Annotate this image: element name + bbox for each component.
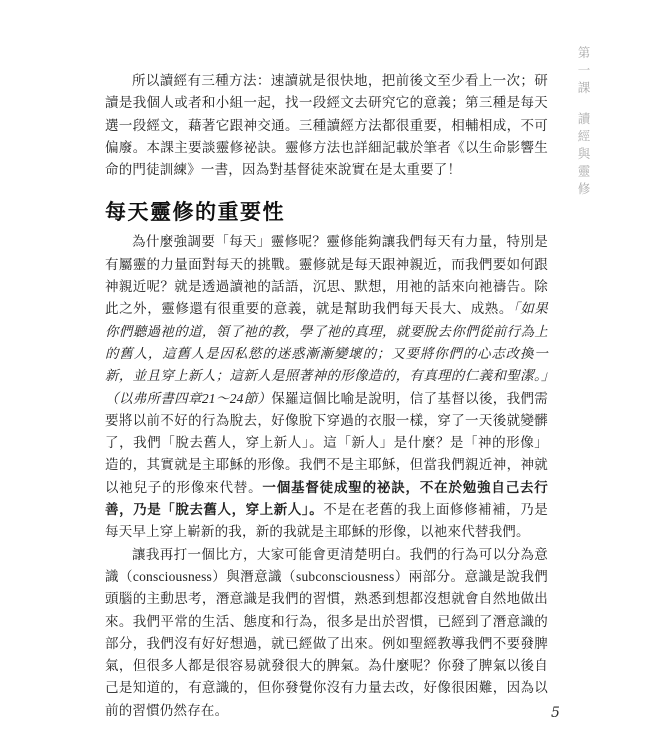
text-segment-bold: 一個基督徒成聖的祕訣，不在於勉強自己去行善，乃是「脫去舊人，穿上新人」。 <box>105 479 549 518</box>
page-content <box>105 70 548 722</box>
chapter-side-caption <box>574 46 592 199</box>
chapter-number-vertical: 第一課 <box>576 46 590 99</box>
text-segment-normal: 所以讀經有三種方法：速讀就是很快地，把前後文至少看上一次；研讀是我個人或者和小組一起，找一段經文去研究它的意義；第三種是每天選一段經文，藉著它跟神交通。三種讀經方法都很重要，相輔相成，不可偏廢。本課主要談靈修祕訣。靈修方法也詳細記載於筆者《以生命影響生命的門徒訓練》一書，因為對基督徒來說實在是太重要了！ <box>105 73 548 178</box>
text-segment-normal: 為什麼強調要「每天」靈修呢？靈修能夠讓我們每天有力量，特別是有屬靈的力量面對每天的挑戰。靈修就是每天跟神親近，而我們要如何跟神親近呢？就是透過讀祂的話語，沉思、默想，用祂的話來向祂禱告。除此之外，靈修還有很重要的意義，就是幫助我們每天長大、成熟。 <box>105 234 548 317</box>
chapter-title-vertical: 讀經與靈修 <box>576 111 590 199</box>
body-paragraphs <box>105 231 548 722</box>
section-heading: 每天靈修的重要性 <box>105 200 285 225</box>
intro-paragraph <box>105 70 548 181</box>
page-number: 5 <box>551 705 560 721</box>
body-paragraph <box>105 231 548 543</box>
text-segment-normal: 保羅這個比喻是說明，信了基督以後，我們需要將以前不好的行為脫去，好像脫下穿過的衣服一樣，穿了一天後就變髒了，我們「脫去舊人，穿上新人」。這「新人」是什麼？是「神的形像」造的，其實就是主耶穌的形像。我們不是主耶穌，但當我們親近神，神就以祂兒子的形像來代替。 <box>105 390 548 495</box>
text-segment-normal: 不是在老舊的我上面修修補補，乃是每天早上穿上嶄新的我，新的我就是主耶穌的形像，以祂來代替我們。 <box>105 502 549 540</box>
text-segment-normal: 讓我再打一個比方，大家可能會更清楚明白。我們的行為可以分為意識（consciousness）與潛意識（subconsciousness）兩部分。意識是說我們頭腦的主動思考，潛意識是我們的習慣，熟悉到想都沒想就會自然地做出來。我們平常的生活、態度和行為，很多是出於習慣，已經到了潛意識的部分，我們沒有好好想過，就已經做了出來。例如聖經教導我們不要發脾氣，但很多人都是很容易就發很大的脾氣。為什麼呢？你發了脾氣以後自己是知道的，有意識的，但你發覺你沒有力量去改，好像很困難，因為以前的習慣仍然存在。 <box>105 546 548 718</box>
body-paragraph <box>105 544 548 722</box>
text-segment-kai: 「如果你們聽過祂的道，領了祂的教，學了祂的真理，就要脫去你們從前行為上的舊人，這舊人是因私慾的迷惑漸漸變壞的；又要將你們的心志改換一新，並且穿上新人；這新人是照著神的形像造的，有真理的仁義和聖潔。」（以弗所書四章21～24節） <box>105 301 548 406</box>
